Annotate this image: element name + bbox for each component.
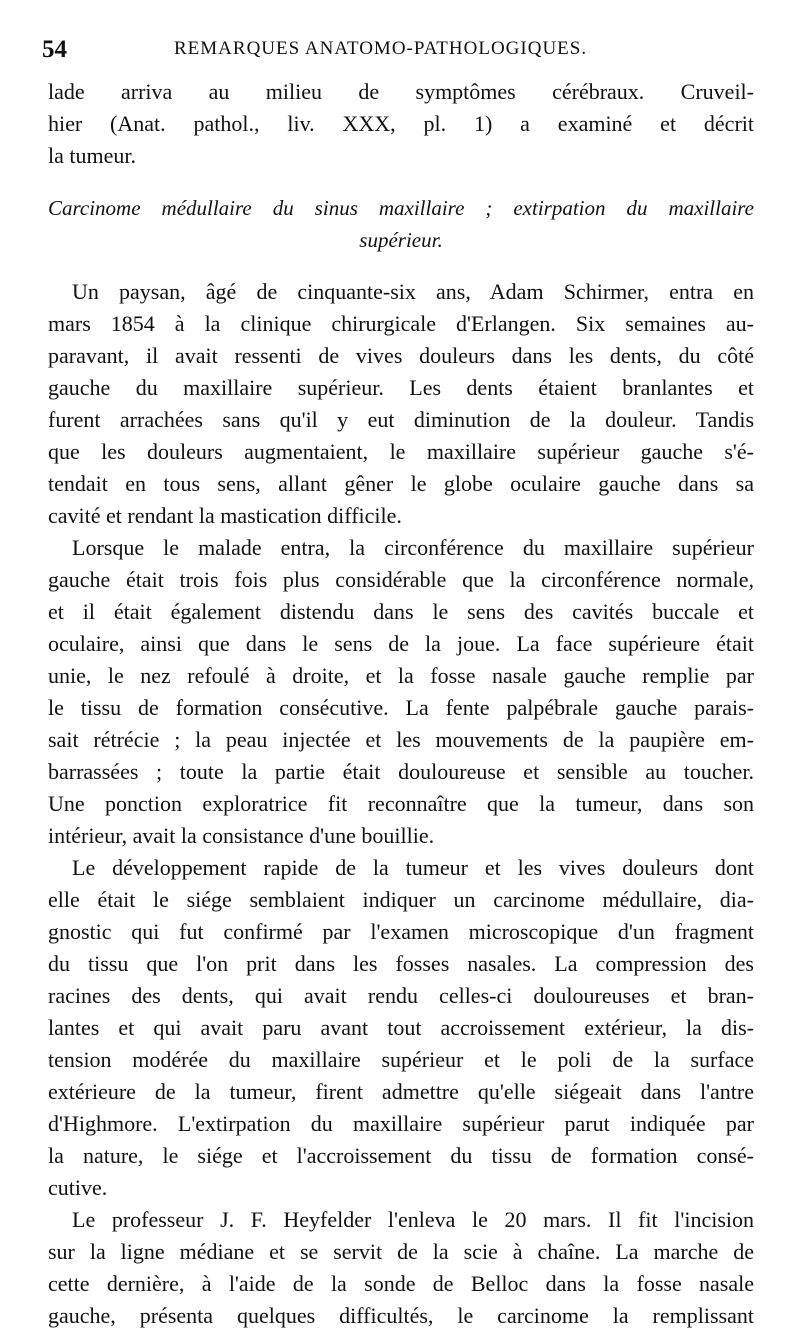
text-line: gnostic qui fut confirmé par l'examen microscopique d'un fragment: [48, 919, 754, 944]
text-line: racines des dents, qui avait rendu celles-ci douloureuses et bran-: [48, 983, 754, 1008]
text-line: la tumeur.: [48, 143, 136, 168]
page-header: [42, 30, 757, 70]
text-line: lantes et qui avait paru avant tout accroissement extérieur, la dis-: [48, 1015, 754, 1040]
text-line: et il était également distendu dans le sens des cavités buccale et: [48, 599, 754, 624]
paragraph-2: [48, 532, 754, 852]
text-line: cette dernière, à l'aide de la sonde de Belloc dans la fosse nasale: [48, 1271, 754, 1296]
text-line: Le développement rapide de la tumeur et les vives douleurs dont: [72, 855, 754, 880]
text-line: gauche était trois fois plus considérable que la circonférence normale,: [48, 567, 754, 592]
text-line: mars 1854 à la clinique chirurgicale d'Erlangen. Six semaines au-: [48, 311, 754, 336]
text-line: barrassées ; toute la partie était douloureuse et sensible au toucher.: [48, 759, 754, 784]
paragraph-3: [48, 852, 754, 1204]
text-line: hier (Anat. pathol., liv. XXX, pl. 1) a examiné et décrit: [48, 111, 754, 136]
text-line: le tissu de formation consécutive. La fente palpébrale gauche parais-: [48, 695, 754, 720]
text-line: gauche du maxillaire supérieur. Les dents étaient branlantes et: [48, 375, 754, 400]
running-head: REMARQUES ANATOMO-PATHOLOGIQUES.: [174, 38, 588, 59]
text-line: que les douleurs augmentaient, le maxillaire supérieur gauche s'é-: [48, 439, 754, 464]
subtitle-line: Carcinome médullaire du sinus maxillaire ; extirpation du maxillaire: [48, 196, 754, 220]
text-line: Le professeur J. F. Heyfelder l'enleva le 20 mars. Il fit l'incision: [72, 1207, 754, 1232]
text-line: extérieure de la tumeur, firent admettre qu'elle siégeait dans l'antre: [48, 1079, 754, 1104]
body-text: [48, 76, 754, 1332]
text-line: oculaire, ainsi que dans le sens de la joue. La face supérieure était: [48, 631, 754, 656]
text-line: tension modérée du maxillaire supérieur et le poli de la surface: [48, 1047, 754, 1072]
text-line: sait rétrécie ; la peau injectée et les mouvements de la paupière em-: [48, 727, 754, 752]
text-line: Une ponction exploratrice fit reconnaître que la tumeur, dans son: [48, 791, 754, 816]
page-number: 54: [42, 36, 67, 63]
text-line: sur la ligne médiane et se servit de la scie à chaîne. La marche de: [48, 1239, 754, 1264]
text-line: cavité et rendant la mastication difficile.: [48, 503, 402, 528]
paragraph-intro: [48, 76, 754, 172]
paragraph-4: [48, 1204, 754, 1332]
text-line: tendait en tous sens, allant gêner le globe oculaire gauche dans sa: [48, 471, 754, 496]
text-line: lade arriva au milieu de symptômes cérébraux. Cruveil-: [48, 79, 754, 104]
paragraph-1: [48, 276, 754, 532]
text-line: Lorsque le malade entra, la circonférence du maxillaire supérieur: [72, 535, 754, 560]
section-subtitle: [48, 192, 754, 256]
text-line: unie, le nez refoulé à droite, et la fosse nasale gauche remplie par: [48, 663, 754, 688]
text-line: paravant, il avait ressenti de vives douleurs dans les dents, du côté: [48, 343, 754, 368]
text-line: gauche, présenta quelques difficultés, le carcinome la remplissant: [48, 1303, 754, 1328]
text-line: la nature, le siége et l'accroissement du tissu de formation consé-: [48, 1143, 754, 1168]
text-line: Un paysan, âgé de cinquante-six ans, Adam Schirmer, entra en: [72, 279, 754, 304]
text-line: elle était le siége semblaient indiquer un carcinome médullaire, dia-: [48, 887, 754, 912]
subtitle-line: supérieur.: [359, 228, 443, 252]
text-line: cutive.: [48, 1175, 108, 1200]
text-line: furent arrachées sans qu'il y eut diminution de la douleur. Tandis: [48, 407, 754, 432]
text-line: d'Highmore. L'extirpation du maxillaire supérieur parut indiquée par: [48, 1111, 754, 1136]
text-line: intérieur, avait la consistance d'une bouillie.: [48, 823, 435, 848]
text-line: du tissu que l'on prit dans les fosses nasales. La compression des: [48, 951, 754, 976]
